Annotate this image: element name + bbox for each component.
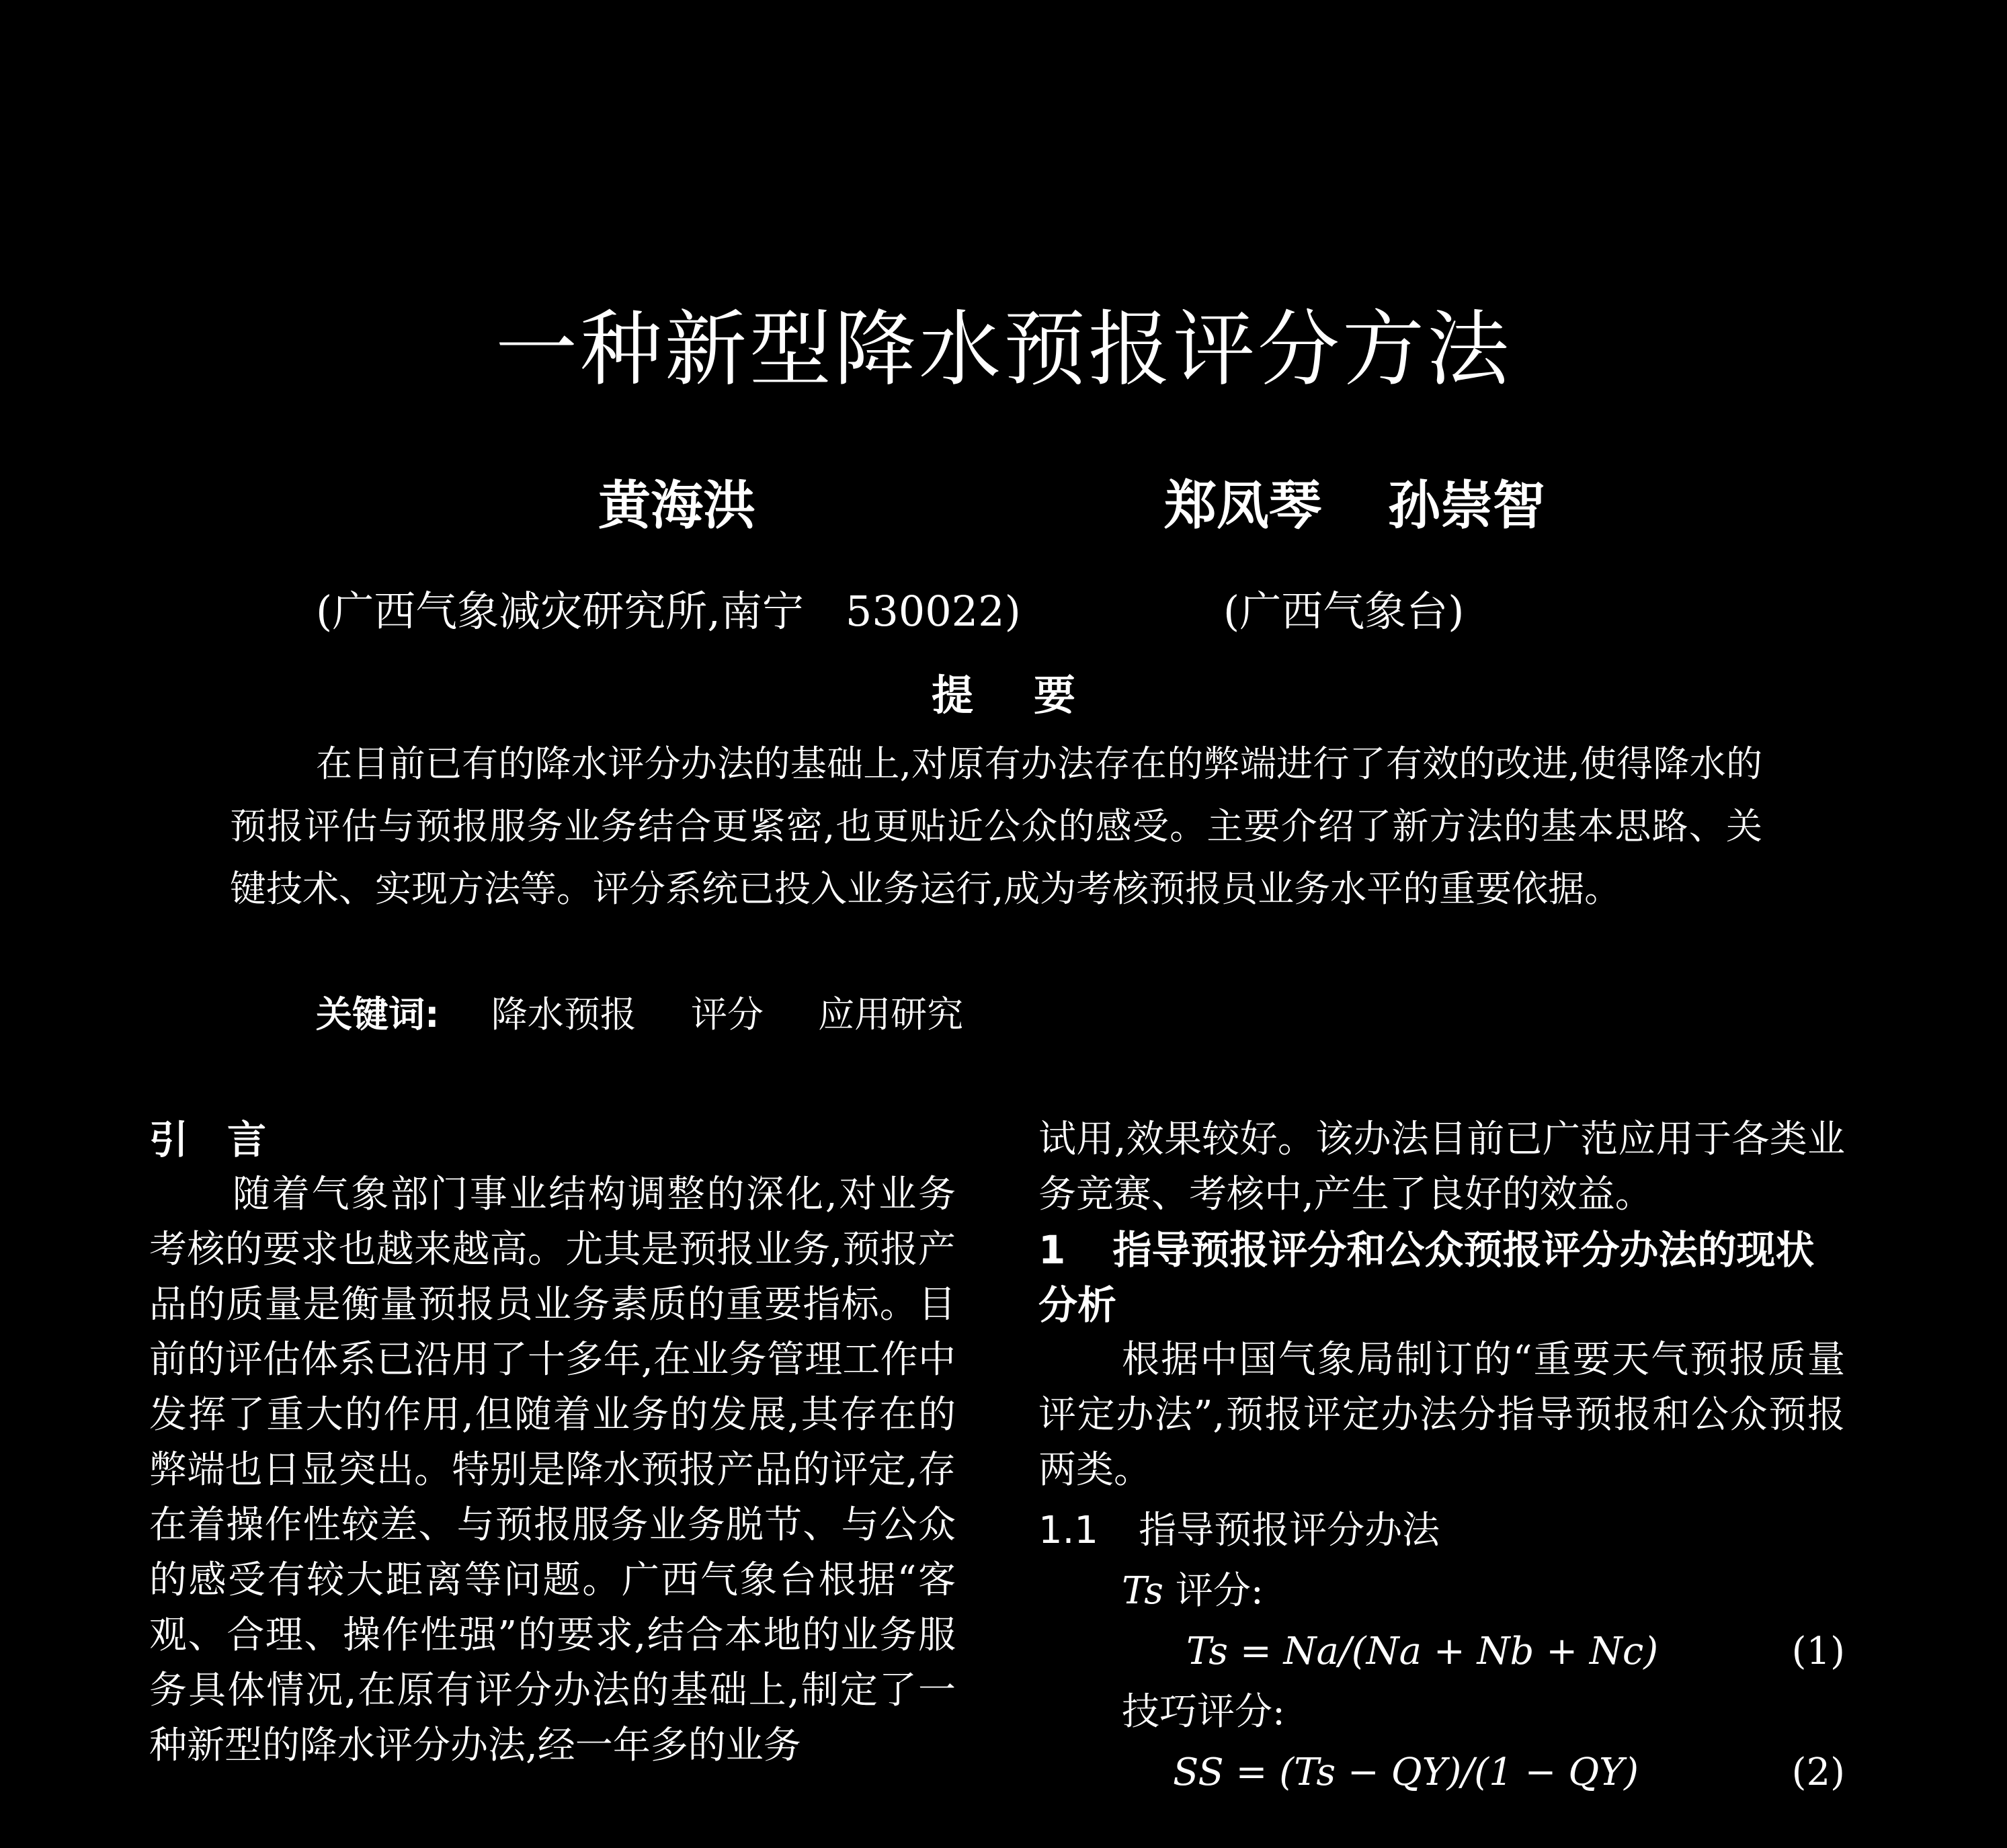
skill-label: 技巧评分: — [1122, 1690, 1285, 1734]
formula-1 — [1038, 1622, 1845, 1682]
section-1-body: 根据中国气象局制订的“重要天气预报质量评定办法”,预报评定办法分指导预报和公众预报两类。 — [1038, 1338, 1845, 1492]
author-1: 黄海洪 — [598, 475, 756, 536]
intro-body: 随着气象部门事业结构调整的深化,对业务考核的要求也越来越高。尤其是预报业务,预报产品的质量是衡量预报员业务素质的重要指标。目前的评估体系已沿用了十多年,在业务管理工作中发挥了重大的作用,但随着业务的发展,其存在的弊端也日显突出。特别是降水预报产品的评定,存在着操作性较差、与预报服务业务脱节、与公众的感受有较大距离等问题。广西气象台根据“客观、合理、操作性强”的要求,结合本地的业务服务具体情况,在原有评分办法的基础上,制定了一种新型的降水评分办法,经一年多的业务 — [149, 1173, 956, 1767]
section-1-heading — [1038, 1222, 1845, 1333]
abstract-body: 在目前已有的降水评分办法的基础上,对原有办法存在的弊端进行了有效的改进,使得降水的预报评估与预报服务业务结合更紧密,也更贴近公众的感受。主要介绍了新方法的基本思路、关键技术、实现方法等。评分系统已投入业务运行,成为考核预报员业务水平的重要依据。 — [230, 743, 1762, 910]
formula-2-number: (2) — [1791, 1751, 1845, 1794]
formula-1-expression: Ts = Na/(Na + Nb + Nc) — [1186, 1630, 1659, 1673]
intro-heading: 引 言 — [149, 1117, 267, 1163]
author-3: 孙崇智 — [1388, 475, 1546, 536]
intro-continuation: 试用,效果较好。该办法目前已广范应用于各类业务竞赛、考核中,产生了良好的效益。 — [1038, 1118, 1845, 1216]
keyword-2: 评分 — [690, 993, 764, 1036]
ts-label-line — [1122, 1561, 1845, 1622]
affiliation-2: (广西气象台) — [1223, 587, 1465, 636]
section-1-number: 1 — [1038, 1227, 1066, 1273]
subsection-1-1-title: 指导预报评分办法 — [1139, 1509, 1440, 1552]
formula-1-number: (1) — [1791, 1630, 1845, 1673]
ts-symbol: Ts — [1122, 1569, 1164, 1613]
subsection-1-1-heading — [1038, 1501, 1845, 1561]
keyword-1: 降水预报 — [491, 993, 637, 1036]
keyword-3: 应用研究 — [818, 993, 964, 1036]
subsection-1-1-number: 1.1 — [1038, 1509, 1099, 1552]
paper-title: 一种新型降水预报评分方法 — [495, 302, 1512, 397]
left-column — [149, 1112, 956, 1773]
author-2: 郑凤琴 — [1164, 475, 1322, 536]
right-column — [1038, 1112, 1845, 1803]
keywords-line — [316, 988, 1006, 1042]
formula-2-expression: SS = (Ts − QY)/(1 − QY) — [1173, 1751, 1639, 1794]
abstract-heading: 提要 — [931, 671, 1136, 720]
section-1-title: 指导预报评分和公众预报评分办法的现状分析 — [1038, 1227, 1815, 1328]
formula-2 — [1038, 1742, 1845, 1803]
keywords-label: 关键词: — [316, 993, 440, 1036]
affiliation-1: (广西气象减灾研究所,南宁 530022) — [316, 587, 1021, 636]
ts-label: 评分: — [1175, 1569, 1264, 1613]
